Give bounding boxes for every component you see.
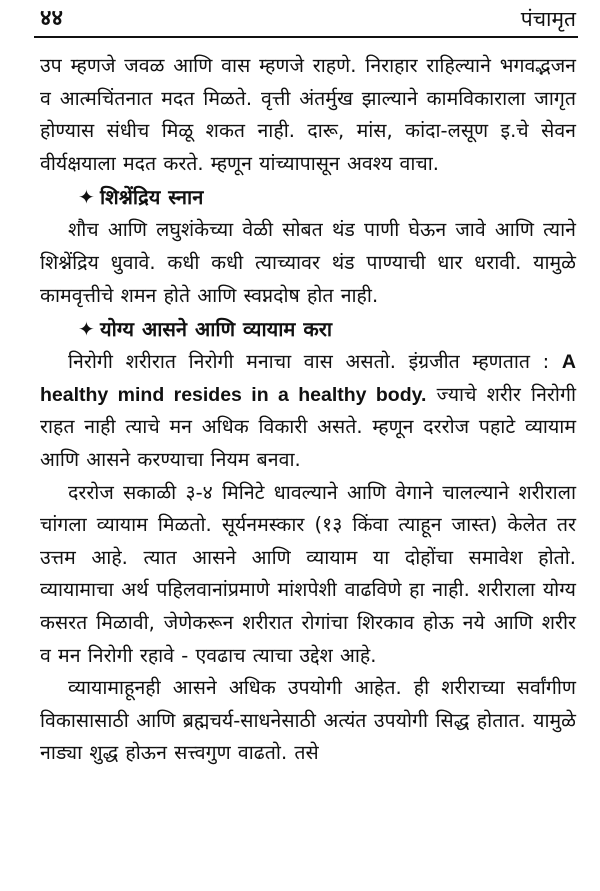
paragraph-healthy-body-intro: निरोगी शरीरात निरोगी मनाचा वास असतो. इंग्रजीत म्हणतात :: [68, 350, 562, 374]
running-head-title: पंचामृत: [520, 7, 576, 31]
paragraph-morning-exercise: दररोज सकाळी ३-४ मिनिटे धावल्याने आणि वेगाने चालल्याने शरीराला चांगला व्यायाम मिळतो. सूर्यनमस्कार (१३ किंवा त्याहून जास्त) केलेत तर उत्तम आहे. त्यात आसने आणि व्यायाम या दोहोंचा समावेश होतो. व्यायामाचा अर्थ पहिलवानांप्रमाणे मांशपेशी वाढविणे हा नाही. शरीराला योग्य कसरत मिळावी, जेणेकरून शरीरात रोगांचा शिरकाव होऊ नये आणि शरीर व मन निरोगी रहावे - एवढाच त्याचा उद्देश आहे.: [40, 480, 576, 667]
section-heading-bath-text: शिश्नेंद्रिय स्नान: [100, 185, 204, 210]
diamond-bullet-icon: ✦: [78, 317, 95, 342]
paragraph-healthy-body: [40, 346, 576, 476]
diamond-bullet-icon: ✦: [78, 185, 95, 210]
paragraph-asanas: व्यायामाहूनही आसने अधिक उपयोगी आहेत. ही शरीराच्या सर्वांगीण विकासासाठी आणि ब्रह्मचर्य-साधनेसाठी अत्यंत उपयोगी सिद्ध होतात. यामुळे नाड्या शुद्ध होऊन सत्त्वगुण वाढतो. तसे: [40, 676, 576, 765]
english-quote: A healthy mind resides in a healthy body.: [40, 351, 576, 406]
paragraph-bath: शौच आणि लघुशंकेच्या वेळी सोबत थंड पाणी घेऊन जावे आणि त्याने शिश्नेंद्रिय धुवावे. कधी कधी त्याच्यावर थंड पाण्याची धार धरावी. यामुळे कामवृत्तीचे शमन होते आणि स्वप्नदोष होत नाही.: [40, 218, 576, 307]
section-heading-bath: [40, 180, 576, 214]
page-header: [34, 0, 578, 38]
section-heading-exercise-text: योग्य आसने आणि व्यायाम करा: [100, 317, 333, 342]
section-heading-exercise: [40, 312, 576, 346]
page-number: ४४: [40, 6, 63, 31]
paragraph-fasting: उप म्हणजे जवळ आणि वास म्हणजे राहणे. निराहार राहिल्याने भगवद्भजन व आत्मचिंतनात मदत मिळते. वृत्ती अंतर्मुख झाल्याने कामविकाराला जागृत होण्यास संधीच मिळू शकत नाही. दारू, मांस, कांदा-लसूण इ.चे सेवन वीर्यक्षयाला मदत करते. म्हणून यांच्यापासून अवश्य वाचा.: [40, 54, 576, 175]
page-body: [40, 50, 576, 770]
paragraph-healthy-body-rest: ज्याचे शरीर निरोगी राहत नाही त्याचे मन अधिक विकारी असते. म्हणून दररोज पहाटे व्यायाम आणि आसने करण्याचा नियम बनवा.: [40, 382, 576, 471]
